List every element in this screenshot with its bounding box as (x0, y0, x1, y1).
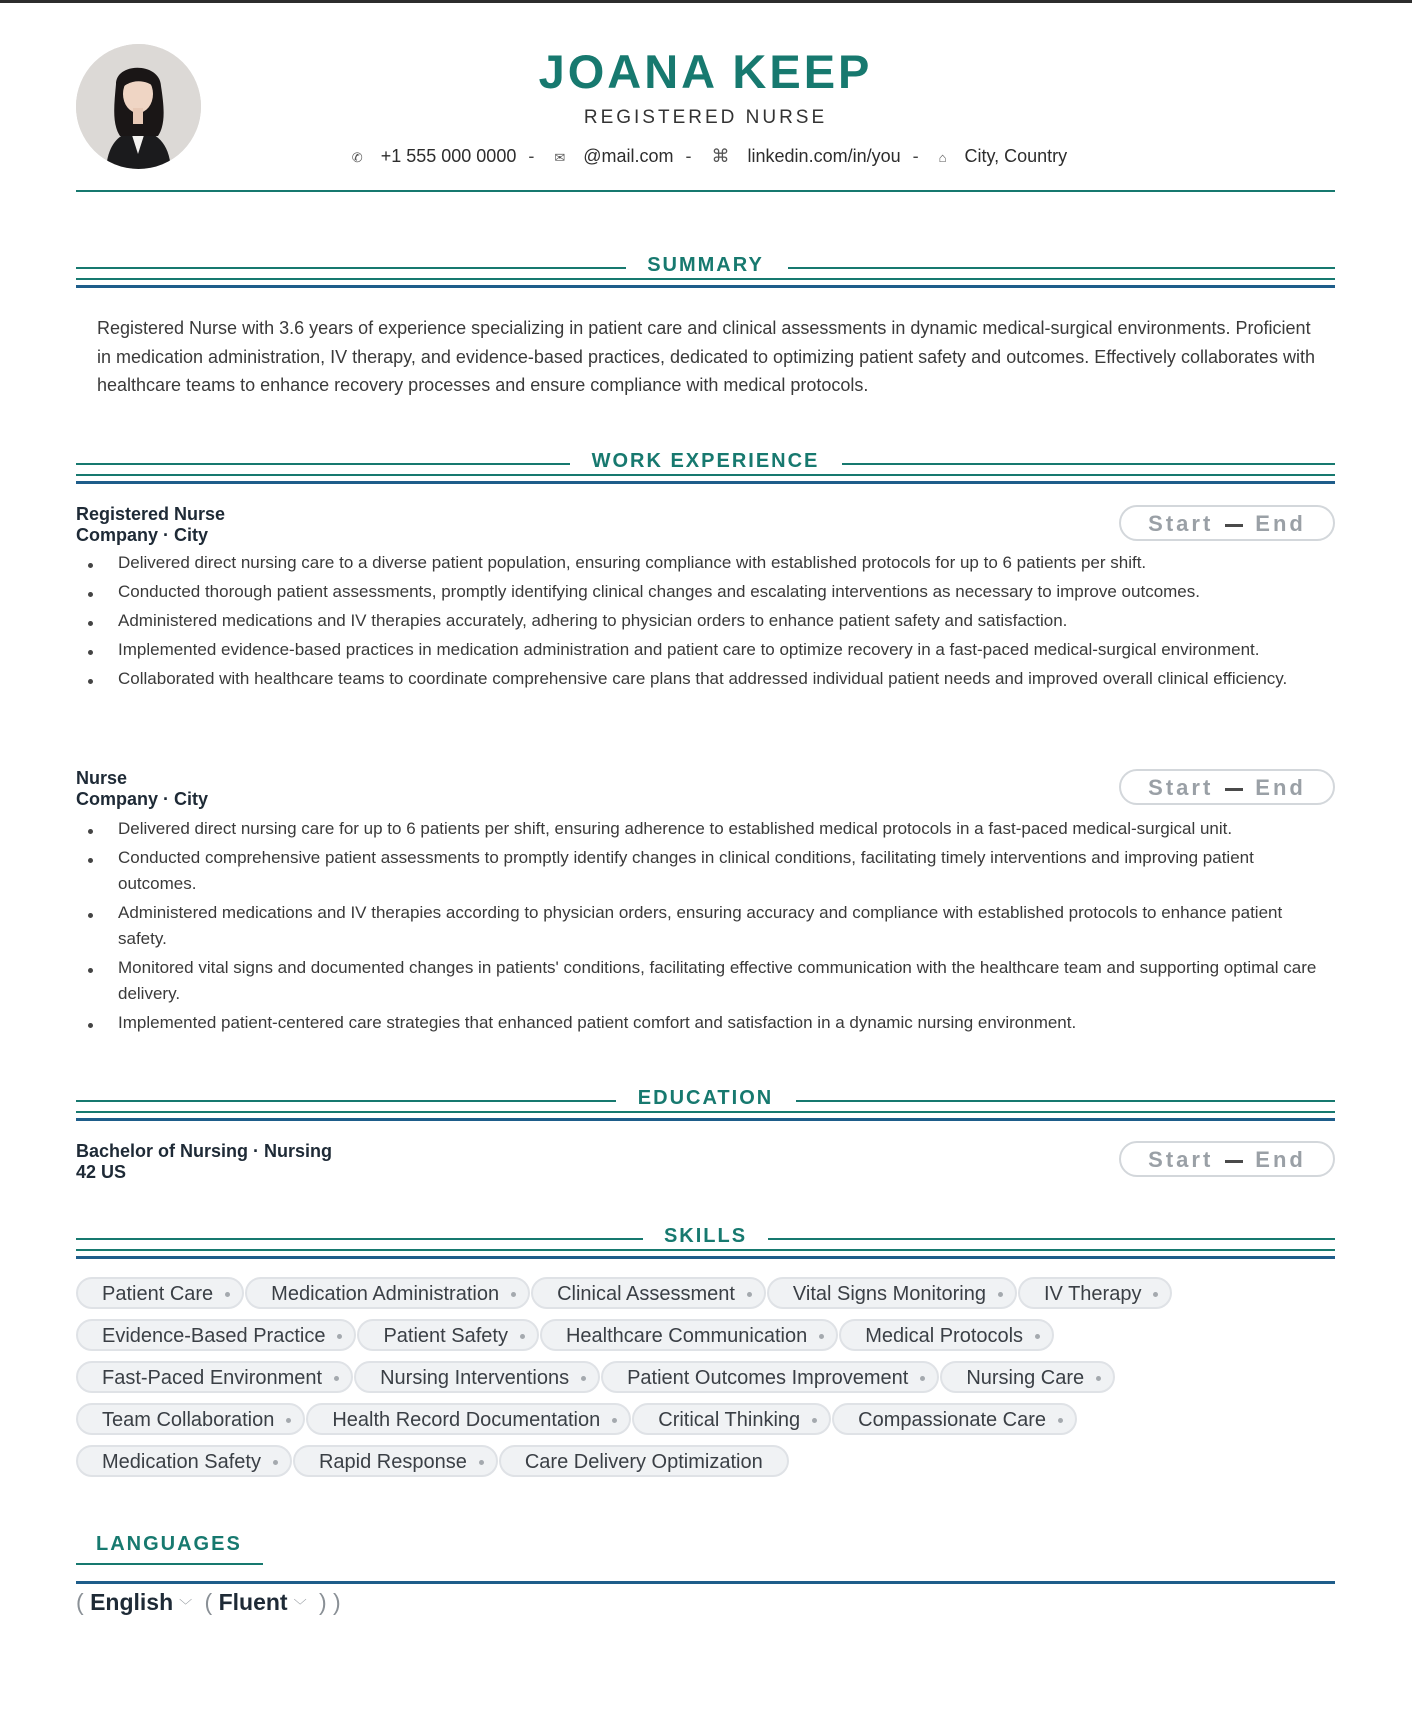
skill-chip[interactable]: Team Collaboration (76, 1403, 305, 1435)
date-start: Start (1148, 511, 1214, 536)
skill-chip[interactable]: Healthcare Communication (540, 1319, 838, 1351)
skill-chip[interactable]: Health Record Documentation (306, 1403, 631, 1435)
language-entry: ( English ﹀ ( Fluent ﹀ ) ) (76, 1589, 341, 1615)
section-title: SKILLS (663, 1225, 748, 1247)
skill-chip[interactable]: Critical Thinking (632, 1403, 831, 1435)
job-bullets (76, 816, 1335, 1039)
date-start: Start (1148, 1147, 1214, 1172)
education-date-range[interactable] (1119, 1141, 1335, 1177)
skill-chip[interactable]: Evidence-Based Practice (76, 1319, 356, 1351)
skills-heading (76, 1219, 1335, 1259)
chevron-down-icon[interactable]: ﹀ (179, 1598, 193, 1613)
list-item: Delivered direct nursing care to a diverse patient population, ensuring compliance with established protocols for up to 6 patients per shift. (76, 550, 1335, 576)
skill-chip[interactable]: Patient Safety (357, 1319, 539, 1351)
chevron-down-icon[interactable]: ﹀ (293, 1598, 307, 1613)
list-item: Implemented evidence-based practices in medication administration and patient care to optimize recovery in a fast-paced medical-surgical environment. (76, 637, 1335, 663)
contact-separator: - (912, 146, 919, 166)
experience-heading (76, 444, 1335, 484)
list-item: Administered medications and IV therapies according to physician orders, ensuring accuracy and compliance with established protocols to enhance patient safety. (76, 900, 1335, 952)
resume-page (76, 0, 1335, 1615)
mail-icon: ✉ (554, 150, 566, 165)
resume-header (76, 0, 1335, 195)
education-degree: Bachelor of Nursing · Nursing (76, 1141, 333, 1161)
skill-chip[interactable]: Medication Administration (245, 1277, 530, 1309)
job-company: Company · City (76, 789, 209, 809)
list-item: Collaborated with healthcare teams to coordinate comprehensive care plans that addressed individual patient needs and improved overall clinical efficiency. (76, 666, 1335, 692)
section-title: SUMMARY (647, 254, 764, 276)
home-icon: ⌂ (938, 150, 947, 165)
job-date-range[interactable] (1119, 505, 1335, 541)
job-title: Registered Nurse (76, 504, 226, 524)
skill-row (76, 1361, 1335, 1403)
date-end: End (1255, 511, 1306, 536)
skill-chip[interactable]: Medical Protocols (839, 1319, 1054, 1351)
skills-list (76, 1277, 1335, 1487)
skill-row (76, 1277, 1335, 1319)
skill-chip[interactable]: Patient Outcomes Improvement (601, 1361, 939, 1393)
list-item: Conducted comprehensive patient assessments to promptly identify changes in clinical conditions, facilitating timely interventions and improving patient outcomes. (76, 845, 1335, 897)
date-end: End (1255, 1147, 1306, 1172)
skill-chip[interactable]: Clinical Assessment (531, 1277, 766, 1309)
skill-chip[interactable]: Fast-Paced Environment (76, 1361, 353, 1393)
skill-chip[interactable]: Vital Signs Monitoring (767, 1277, 1017, 1309)
job-company: Company · City (76, 525, 209, 545)
summary-text: Registered Nurse with 3.6 years of experience specializing in patient care and clinical assessments in dynamic medical-surgical environments. Proficient in medication administration, IV therapy, and evidence-based practices, dedicated to optimizing patient safety and outcomes. Effectively collaborates with healthcare teams to enhance recovery processes and ensure compliance with medical protocols. (97, 318, 1316, 395)
list-item: Conducted thorough patient assessments, promptly identifying clinical changes and escalating interventions as necessary to improve outcomes. (76, 579, 1335, 605)
section-title: WORK EXPERIENCE (591, 450, 820, 472)
contact-separator: - (685, 146, 692, 166)
date-start: Start (1148, 775, 1214, 800)
language-select[interactable]: English (90, 1589, 174, 1615)
list-item: Implemented patient-centered care strategies that enhanced patient comfort and satisfaction in a dynamic nursing environment. (76, 1010, 1335, 1036)
education-school: 42 US (76, 1162, 127, 1182)
command-icon: ⌘ (711, 146, 730, 166)
job-bullets (76, 550, 1335, 695)
contact-phone[interactable]: +1 555 000 0000 (380, 146, 517, 166)
skill-row (76, 1445, 1335, 1487)
list-item: Administered medications and IV therapies accurately, adhering to physician orders to enhance patient safety and satisfaction. (76, 608, 1335, 634)
header-divider (76, 190, 1335, 192)
skill-chip[interactable]: IV Therapy (1018, 1277, 1172, 1309)
skill-chip[interactable]: Rapid Response (293, 1445, 498, 1477)
skill-chip[interactable]: Medication Safety (76, 1445, 292, 1477)
job-date-range[interactable] (1119, 769, 1335, 805)
date-end: End (1255, 775, 1306, 800)
languages-divider (76, 1581, 1335, 1584)
skill-row (76, 1319, 1335, 1361)
section-title: EDUCATION (637, 1087, 774, 1109)
contact-email[interactable]: @mail.com (583, 146, 674, 166)
languages-underline (76, 1563, 263, 1565)
candidate-title: REGISTERED NURSE (583, 107, 828, 128)
skill-chip[interactable]: Nursing Care (940, 1361, 1115, 1393)
skill-chip[interactable]: Care Delivery Optimization (499, 1445, 789, 1477)
language-level-select[interactable]: Fluent (218, 1589, 288, 1615)
candidate-name: JOANA KEEP (538, 45, 873, 98)
contact-location: City, Country (964, 146, 1068, 166)
job-title: Nurse (76, 768, 128, 788)
contact-linkedin[interactable]: linkedin.com/in/you (747, 146, 901, 166)
education-heading (76, 1081, 1335, 1121)
languages-heading: LANGUAGES (96, 1533, 242, 1555)
skill-chip[interactable]: Nursing Interventions (354, 1361, 600, 1393)
summary-heading (76, 248, 1335, 288)
contact-line (76, 146, 1335, 167)
skill-chip[interactable]: Patient Care (76, 1277, 244, 1309)
skill-row (76, 1403, 1335, 1445)
list-item: Delivered direct nursing care for up to 6 patients per shift, ensuring adherence to established medical protocols in a fast-paced medical-surgical unit. (76, 816, 1335, 842)
contact-separator: - (528, 146, 535, 166)
list-item: Monitored vital signs and documented changes in patients' conditions, facilitating effective communication with the healthcare team and supporting optimal care delivery. (76, 955, 1335, 1007)
phone-icon: ✆ (351, 150, 363, 165)
skill-chip[interactable]: Compassionate Care (832, 1403, 1077, 1435)
